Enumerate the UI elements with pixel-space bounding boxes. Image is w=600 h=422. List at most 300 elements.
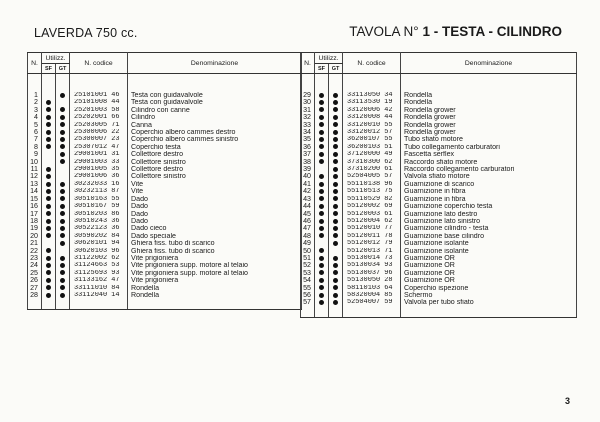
col-header-n: N.	[28, 53, 42, 74]
table-row	[301, 255, 577, 262]
table-row	[301, 196, 577, 203]
usage-gt	[56, 99, 70, 106]
part-code: 52504007 59	[343, 299, 401, 306]
usage-bullet-icon	[46, 204, 51, 209]
part-code: 55110513 75	[343, 188, 401, 195]
usage-sf	[315, 166, 329, 173]
table-row	[301, 188, 577, 195]
usage-gt	[56, 188, 70, 195]
usage-bullet-icon	[319, 137, 324, 142]
usage-sf	[315, 159, 329, 166]
usage-sf	[315, 92, 329, 99]
table-row	[301, 225, 577, 232]
item-number: 11	[28, 166, 42, 173]
part-code: 31133162 47	[70, 277, 128, 284]
table-row	[28, 203, 302, 210]
usage-bullet-icon	[319, 270, 324, 275]
usage-bullet-icon	[60, 219, 65, 224]
usage-bullet-icon	[60, 278, 65, 283]
table-row	[28, 233, 302, 240]
part-description: Rondella grower	[401, 122, 577, 129]
part-code: 58320004 85	[343, 292, 401, 299]
item-number: 42	[301, 188, 315, 195]
table-row	[301, 292, 577, 299]
table-row	[301, 114, 577, 121]
usage-gt	[329, 277, 343, 284]
item-number: 48	[301, 233, 315, 240]
usage-sf	[315, 248, 329, 255]
item-number: 43	[301, 196, 315, 203]
part-code: 55120010 77	[343, 225, 401, 232]
usage-bullet-icon	[333, 300, 338, 305]
part-description: Rondella	[128, 292, 302, 299]
col-header-sf: SF	[42, 64, 56, 74]
part-description: Valvola sfiato motore	[401, 173, 577, 180]
table-row	[28, 144, 302, 151]
col-header-utilizz: Utilizz.	[315, 53, 343, 64]
part-description: Ghiera fiss. tubo di scarico	[128, 240, 302, 247]
usage-sf	[42, 144, 56, 151]
usage-bullet-icon	[319, 130, 324, 135]
part-code: 30620101 94	[70, 240, 128, 247]
part-description: Dado	[128, 218, 302, 225]
usage-gt	[329, 218, 343, 225]
item-number: 55	[301, 285, 315, 292]
part-description: Guarnizione isolante	[401, 248, 577, 255]
usage-sf	[315, 107, 329, 114]
part-description: Guarnizione coperchio testa	[401, 203, 577, 210]
part-description: Vite	[128, 188, 302, 195]
usage-bullet-icon	[60, 293, 65, 298]
part-description: Guarnizione OR	[401, 255, 577, 262]
part-code: 55120013 71	[343, 248, 401, 255]
usage-bullet-icon	[60, 152, 65, 157]
usage-bullet-icon	[60, 122, 65, 127]
item-number: 30	[301, 99, 315, 106]
usage-sf	[315, 255, 329, 262]
col-header-utilizz: Utilizz.	[42, 53, 70, 64]
part-description: Guarnizione in fibra	[401, 196, 577, 203]
table-row	[28, 218, 302, 225]
usage-gt	[56, 240, 70, 247]
usage-bullet-icon	[319, 300, 324, 305]
usage-gt	[56, 277, 70, 284]
part-description: Guarnizione lato destro	[401, 211, 577, 218]
usage-bullet-icon	[60, 211, 65, 216]
usage-sf	[42, 218, 56, 225]
part-code: 25307012 47	[70, 144, 128, 151]
part-description: Fascetta serflex	[401, 151, 577, 158]
part-code: 36200107 55	[343, 136, 401, 143]
parts-table-left	[27, 52, 302, 310]
usage-bullet-icon	[333, 107, 338, 112]
usage-sf	[42, 114, 56, 121]
usage-gt	[56, 114, 70, 121]
usage-bullet-icon	[46, 182, 51, 187]
usage-gt	[56, 159, 70, 166]
part-description: Guarnizione in fibra	[401, 188, 577, 195]
usage-bullet-icon	[333, 285, 338, 290]
usage-gt	[56, 151, 70, 158]
usage-sf	[42, 262, 56, 269]
part-description: Vite prigioniera	[128, 255, 302, 262]
part-description: Ghiera fiss. tubo di scarico	[128, 248, 302, 255]
usage-bullet-icon	[333, 219, 338, 224]
usage-bullet-icon	[333, 130, 338, 135]
part-description: Vite prigioniera	[128, 277, 302, 284]
item-number: 18	[28, 218, 42, 225]
usage-bullet-icon	[319, 144, 324, 149]
col-header-codice: N. codice	[70, 53, 128, 74]
part-description: Dado	[128, 211, 302, 218]
usage-bullet-icon	[60, 182, 65, 187]
item-number: 22	[28, 248, 42, 255]
table-row	[301, 159, 577, 166]
usage-bullet-icon	[319, 293, 324, 298]
usage-gt	[56, 196, 70, 203]
item-number: 36	[301, 144, 315, 151]
usage-bullet-icon	[319, 189, 324, 194]
usage-gt	[329, 181, 343, 188]
usage-sf	[315, 233, 329, 240]
usage-bullet-icon	[46, 285, 51, 290]
usage-bullet-icon	[60, 204, 65, 209]
col-header-n: N.	[301, 53, 315, 74]
part-code: 30232033 16	[70, 181, 128, 188]
usage-sf	[42, 151, 56, 158]
parts-table-right	[300, 52, 577, 318]
usage-gt	[56, 203, 70, 210]
usage-gt	[329, 299, 343, 306]
part-code: 33120012 57	[343, 129, 401, 136]
usage-sf	[315, 262, 329, 269]
item-number: 46	[301, 218, 315, 225]
usage-bullet-icon	[60, 241, 65, 246]
item-number: 38	[301, 159, 315, 166]
item-number: 35	[301, 136, 315, 143]
table-row	[301, 277, 577, 284]
usage-sf	[42, 92, 56, 99]
usage-sf	[42, 292, 56, 299]
table-prefix: TAVOLA N°	[349, 24, 419, 39]
usage-gt	[329, 188, 343, 195]
usage-bullet-icon	[333, 93, 338, 98]
part-description: Guarnizione base cilindro	[401, 233, 577, 240]
usage-gt	[329, 292, 343, 299]
usage-sf	[315, 181, 329, 188]
usage-sf	[315, 240, 329, 247]
part-code: 55130050 28	[343, 277, 401, 284]
part-code: 33113530 19	[343, 99, 401, 106]
table-row	[28, 277, 302, 284]
part-description: Cilindro	[128, 114, 302, 121]
usage-gt	[56, 122, 70, 129]
col-header-gt: GT	[56, 64, 70, 74]
usage-gt	[329, 270, 343, 277]
part-code: 55130037 96	[343, 270, 401, 277]
part-code: 30522123 36	[70, 225, 128, 232]
usage-gt	[56, 285, 70, 292]
part-description: Testa con guidavalvole	[128, 92, 302, 99]
part-code: 25203005 71	[70, 122, 128, 129]
item-number: 7	[28, 136, 42, 143]
usage-gt	[329, 233, 343, 240]
usage-bullet-icon	[319, 100, 324, 105]
part-description: Dado cieco	[128, 225, 302, 232]
table-row	[301, 233, 577, 240]
part-code: 25201003 58	[70, 107, 128, 114]
table-row	[301, 166, 577, 173]
table-row	[28, 159, 302, 166]
part-code: 55130034 93	[343, 262, 401, 269]
usage-sf	[315, 136, 329, 143]
part-code: 55120004 62	[343, 218, 401, 225]
usage-bullet-icon	[46, 189, 51, 194]
usage-gt	[329, 144, 343, 151]
table-row	[28, 92, 302, 99]
part-code: 37120000 49	[343, 151, 401, 158]
usage-bullet-icon	[46, 226, 51, 231]
usage-gt	[329, 151, 343, 158]
part-description: Coperchio albero cammes sinistro	[128, 136, 302, 143]
usage-bullet-icon	[333, 152, 338, 157]
usage-gt	[329, 129, 343, 136]
usage-bullet-icon	[60, 233, 65, 238]
table-row	[301, 270, 577, 277]
part-code: 29001006 36	[70, 173, 128, 180]
usage-sf	[42, 166, 56, 173]
part-description: Coperchio testa	[128, 144, 302, 151]
table-row	[28, 225, 302, 232]
item-number: 52	[301, 262, 315, 269]
usage-sf	[42, 99, 56, 106]
item-number: 34	[301, 129, 315, 136]
part-code: 33113050 34	[343, 92, 401, 99]
part-description: Testa con guidavalvole	[128, 99, 302, 106]
item-number: 49	[301, 240, 315, 247]
part-code: 30510167 59	[70, 203, 128, 210]
usage-sf	[42, 277, 56, 284]
part-code: 52504005 57	[343, 173, 401, 180]
item-number: 19	[28, 225, 42, 232]
usage-sf	[315, 144, 329, 151]
part-code: 30510163 55	[70, 196, 128, 203]
table-row	[28, 211, 302, 218]
part-code: 25202001 66	[70, 114, 128, 121]
usage-bullet-icon	[333, 167, 338, 172]
table-row	[301, 285, 577, 292]
usage-bullet-icon	[319, 219, 324, 224]
part-code: 25300006 22	[70, 129, 128, 136]
usage-gt	[56, 107, 70, 114]
usage-gt	[329, 248, 343, 255]
usage-sf	[315, 196, 329, 203]
usage-bullet-icon	[60, 93, 65, 98]
usage-bullet-icon	[60, 285, 65, 290]
usage-gt	[329, 240, 343, 247]
usage-bullet-icon	[60, 270, 65, 275]
usage-bullet-icon	[60, 226, 65, 231]
usage-sf	[315, 129, 329, 136]
table-row	[28, 166, 302, 173]
part-code: 31125693 93	[70, 270, 128, 277]
item-number: 28	[28, 292, 42, 299]
table-row	[28, 285, 302, 292]
part-description: Vite prigioniera supp. motore al telaio	[128, 270, 302, 277]
item-number: 44	[301, 203, 315, 210]
usage-bullet-icon	[319, 233, 324, 238]
part-description: Dado speciale	[128, 233, 302, 240]
usage-bullet-icon	[319, 256, 324, 261]
item-number: 3	[28, 107, 42, 114]
usage-gt	[56, 225, 70, 232]
item-number: 5	[28, 122, 42, 129]
table-row	[28, 173, 302, 180]
usage-bullet-icon	[46, 107, 51, 112]
part-description: Coperchio albero cammes destro	[128, 129, 302, 136]
usage-gt	[56, 248, 70, 255]
part-description: Canna	[128, 122, 302, 129]
usage-gt	[329, 173, 343, 180]
part-code: 30590202 84	[70, 233, 128, 240]
usage-bullet-icon	[60, 144, 65, 149]
table-row	[301, 299, 577, 306]
usage-bullet-icon	[60, 115, 65, 120]
usage-bullet-icon	[60, 159, 65, 164]
item-number: 53	[301, 270, 315, 277]
usage-gt	[56, 173, 70, 180]
usage-sf	[42, 136, 56, 143]
usage-bullet-icon	[46, 263, 51, 268]
usage-bullet-icon	[333, 233, 338, 238]
part-description: Collettore destro	[128, 166, 302, 173]
table-row	[28, 151, 302, 158]
item-number: 25	[28, 270, 42, 277]
table-row	[28, 99, 302, 106]
item-number: 51	[301, 255, 315, 262]
usage-bullet-icon	[46, 130, 51, 135]
usage-bullet-icon	[333, 263, 338, 268]
col-header-codice: N. codice	[343, 53, 401, 74]
part-code: 55120002 69	[343, 203, 401, 210]
usage-bullet-icon	[333, 226, 338, 231]
part-description: Guarnizione OR	[401, 262, 577, 269]
col-header-sf: SF	[315, 64, 329, 74]
usage-sf	[42, 188, 56, 195]
usage-gt	[56, 255, 70, 262]
item-number: 21	[28, 240, 42, 247]
usage-gt	[56, 270, 70, 277]
usage-sf	[315, 211, 329, 218]
table-row	[301, 211, 577, 218]
part-description: Collettore sinistro	[128, 159, 302, 166]
table-row	[28, 255, 302, 262]
table-row	[301, 181, 577, 188]
usage-sf	[42, 203, 56, 210]
usage-bullet-icon	[60, 107, 65, 112]
usage-bullet-icon	[60, 196, 65, 201]
part-description: Rondella	[401, 92, 577, 99]
usage-bullet-icon	[333, 182, 338, 187]
usage-gt	[329, 166, 343, 173]
part-code: 30232113 87	[70, 188, 128, 195]
usage-gt	[329, 99, 343, 106]
part-description: Guarnizione OR	[401, 277, 577, 284]
usage-bullet-icon	[319, 93, 324, 98]
part-description: Schermo	[401, 292, 577, 299]
item-number: 6	[28, 129, 42, 136]
usage-bullet-icon	[60, 130, 65, 135]
part-code: 36200103 51	[343, 144, 401, 151]
usage-bullet-icon	[319, 174, 324, 179]
usage-gt	[329, 114, 343, 121]
table-row	[28, 292, 302, 299]
usage-sf	[42, 159, 56, 166]
item-number: 4	[28, 114, 42, 121]
usage-bullet-icon	[60, 137, 65, 142]
part-code: 30510243 36	[70, 218, 128, 225]
item-number: 56	[301, 292, 315, 299]
usage-bullet-icon	[46, 219, 51, 224]
part-description: Vite prigioniera supp. motore al telaio	[128, 262, 302, 269]
item-number: 27	[28, 285, 42, 292]
item-number: 13	[28, 181, 42, 188]
item-number: 23	[28, 255, 42, 262]
part-code: 33112040 14	[70, 292, 128, 299]
usage-gt	[56, 211, 70, 218]
col-header-gt: GT	[329, 64, 343, 74]
item-number: 17	[28, 211, 42, 218]
usage-bullet-icon	[333, 293, 338, 298]
usage-sf	[42, 173, 56, 180]
part-description: Dado	[128, 203, 302, 210]
usage-bullet-icon	[319, 122, 324, 127]
part-description: Guarnizione lato sinistro	[401, 218, 577, 225]
usage-bullet-icon	[319, 196, 324, 201]
usage-sf	[315, 114, 329, 121]
usage-gt	[329, 107, 343, 114]
usage-bullet-icon	[46, 278, 51, 283]
part-code: 55110529 82	[343, 196, 401, 203]
part-description: Rondella grower	[401, 129, 577, 136]
table-row	[28, 270, 302, 277]
table-row	[301, 122, 577, 129]
usage-bullet-icon	[333, 174, 338, 179]
usage-bullet-icon	[333, 137, 338, 142]
col-header-denominazione: Denominazione	[128, 53, 302, 74]
usage-bullet-icon	[319, 226, 324, 231]
usage-bullet-icon	[46, 211, 51, 216]
usage-gt	[56, 218, 70, 225]
item-number: 1	[28, 92, 42, 99]
table-number: 1	[422, 24, 430, 39]
usage-bullet-icon	[319, 263, 324, 268]
part-description: Raccordo collegamento carburatori	[401, 166, 577, 173]
item-number: 40	[301, 173, 315, 180]
usage-sf	[315, 99, 329, 106]
usage-sf	[42, 107, 56, 114]
part-code: 33120008 44	[343, 114, 401, 121]
usage-sf	[42, 285, 56, 292]
part-code: 25101001 46	[70, 92, 128, 99]
col-header-denominazione: Denominazione	[401, 53, 577, 74]
usage-bullet-icon	[319, 204, 324, 209]
part-code: 55120011 78	[343, 233, 401, 240]
item-number: 54	[301, 277, 315, 284]
usage-sf	[315, 270, 329, 277]
item-number: 16	[28, 203, 42, 210]
usage-bullet-icon	[319, 159, 324, 164]
